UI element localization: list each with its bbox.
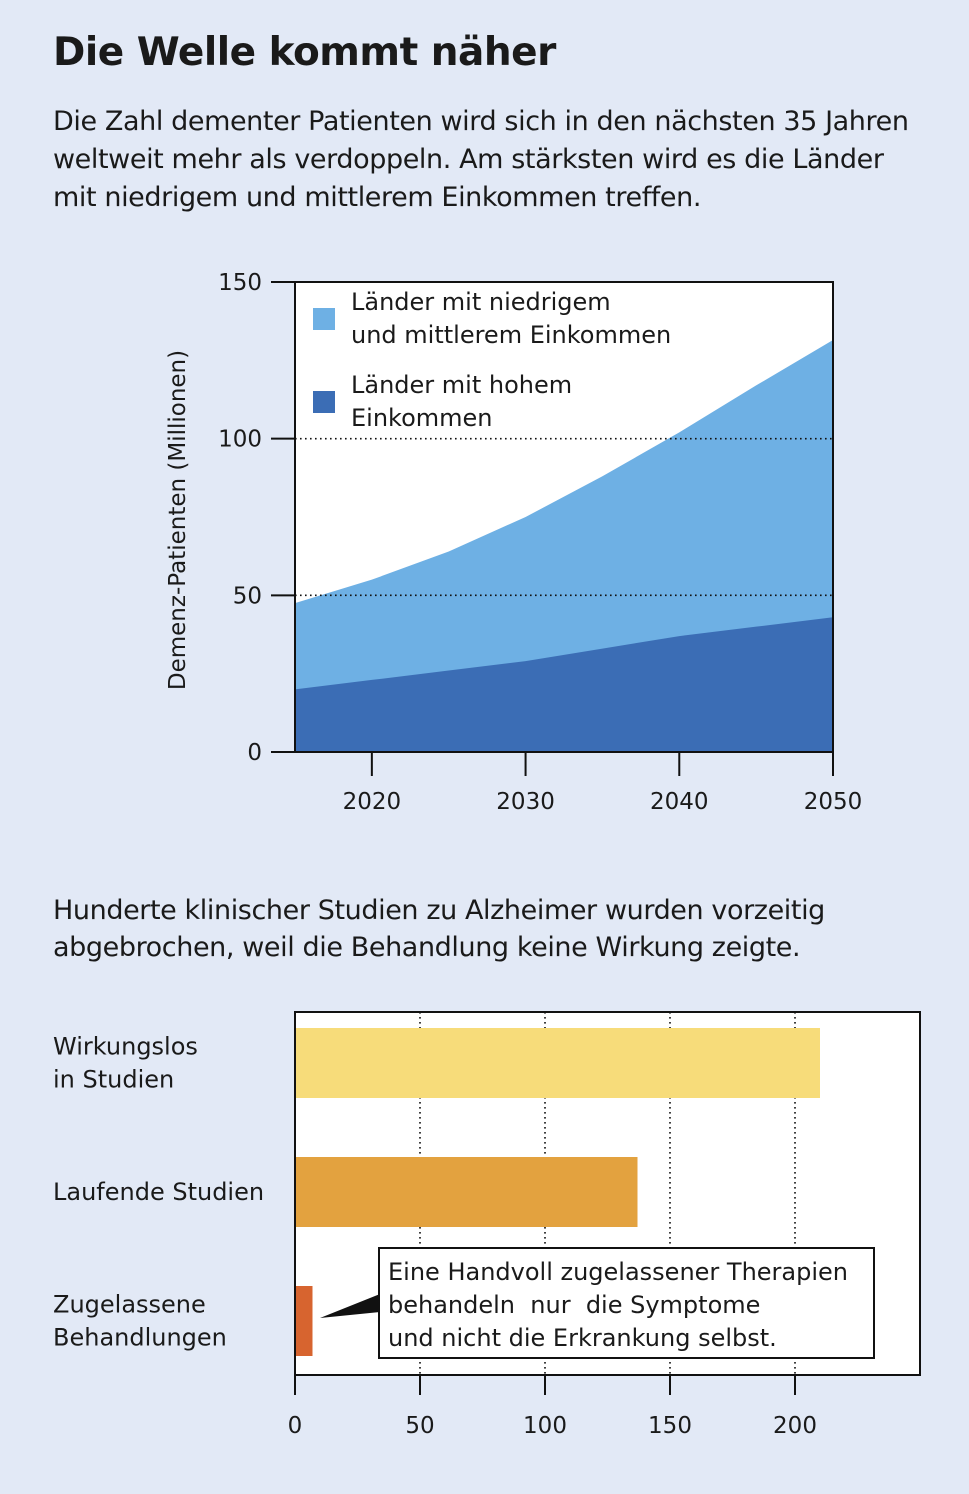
annotation-text: Eine Handvoll zugelassener Therapien — [388, 1258, 849, 1286]
bar-x-tick-label: 150 — [648, 1413, 692, 1439]
legend-low-mid-income-label: und mittlerem Einkommen — [351, 321, 672, 349]
bar-x-tick-label: 0 — [287, 1413, 303, 1439]
y-axis-label: Demenz-Patienten (Millionen) — [165, 349, 191, 691]
bar-category-label: Behandlungen — [53, 1323, 227, 1352]
page-title: Die Welle kommt näher — [53, 30, 556, 75]
bar-1 — [295, 1028, 820, 1098]
annotation-text: behandeln nur die Symptome — [388, 1291, 761, 1319]
legend-high-income-label: Länder mit hohem — [351, 371, 573, 399]
bar-category-label: Zugelassene — [53, 1290, 206, 1319]
y-tick-label: 50 — [232, 583, 262, 610]
legend-high-income-label: Einkommen — [351, 404, 493, 432]
y-tick-label: 0 — [247, 740, 262, 766]
x-tick-label: 2030 — [496, 789, 555, 815]
legend-low-mid-income-label: Länder mit niedrigem — [351, 288, 611, 316]
x-tick-label: 2020 — [342, 789, 402, 815]
bar-category-label: in Studien — [53, 1065, 175, 1094]
bar-intro-text: Hunderte klinischer Studien zu Alzheimer wurden vorzeitig abgebrochen, weil die Behandlung keine Wirkung zeigte. — [53, 895, 825, 963]
bar-3 — [295, 1286, 313, 1356]
bar-x-tick-label: 50 — [405, 1413, 435, 1439]
x-tick-label: 2040 — [650, 789, 709, 815]
annotation-text: und nicht die Erkrankung selbst. — [388, 1324, 777, 1352]
y-tick-label: 100 — [218, 426, 262, 453]
bar-2 — [295, 1157, 638, 1227]
y-tick-label: 150 — [218, 270, 262, 296]
x-tick-label: 2050 — [803, 789, 863, 815]
bar-category-label: Laufende Studien — [53, 1178, 265, 1206]
intro-text: Die Zahl dementer Patienten wird sich in den nächsten 35 Jahren weltweit mehr als verdoppeln. Am stärksten wird es die Länder mit niedrigem und mittlerem Einkommen treffen. — [53, 106, 909, 213]
bar-x-tick-label: 100 — [523, 1413, 567, 1439]
bar-x-tick-label: 200 — [773, 1413, 817, 1439]
bar-category-label: Wirkungslos — [53, 1032, 198, 1061]
